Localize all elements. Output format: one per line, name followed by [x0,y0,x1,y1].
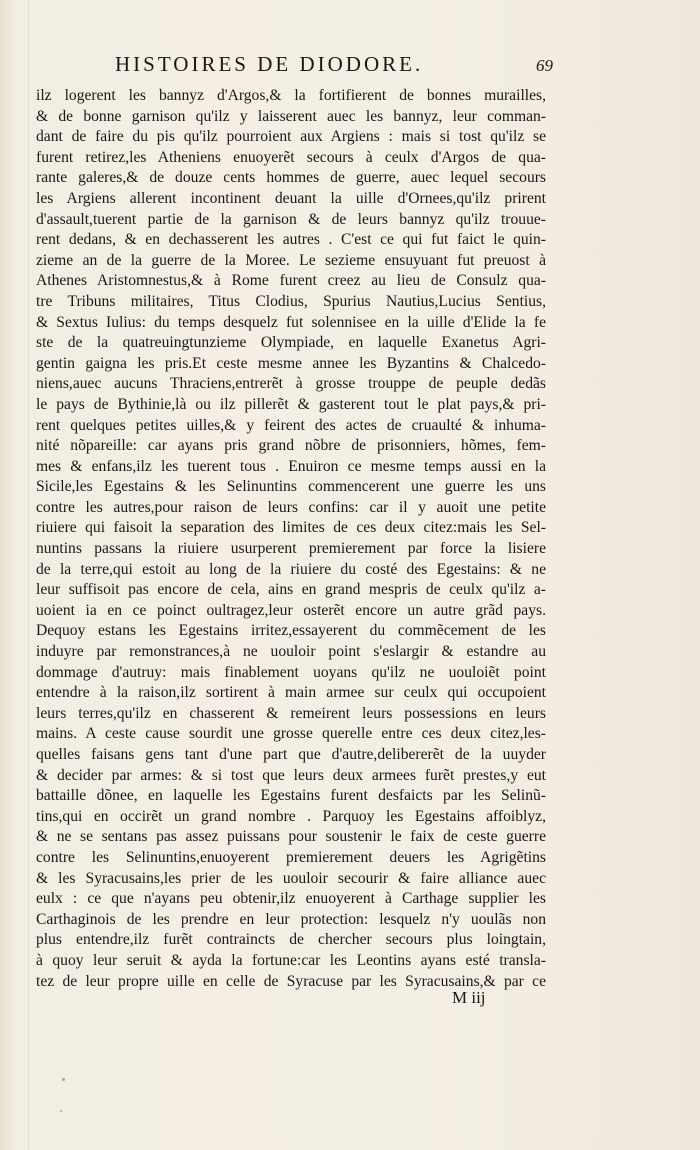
text-line: & de bonne garnison qu'ilz y laisserent auec les bannyz, leur comman- [36,107,546,125]
text-line: furent retirez,les Atheniens enuoyerẽt secours à ceulx d'Argos de qua- [36,148,546,166]
paper-speck [60,1110,62,1112]
text-line: Dequoy estans les Egestains irritez,essayerent du commẽcement de les [36,622,546,640]
signature-mark: M iij [452,988,486,1007]
text-line: le pays de Bythinie,là ou ilz pillerẽt & gasterent tout le plat pays,& pri- [36,395,546,413]
page-header [0,52,700,82]
text-line: induyre par remonstrances,à ne uouloir point s'eslargir & estandre au [36,643,546,661]
text-line: niens,auec aucuns Thraciens,entrerẽt à grosse trouppe de peuple dedãs [36,375,546,393]
text-line: rent quelques petites uilles,& y feirent des actes de cruaulté & inhuma- [36,416,546,434]
running-title: HISTOIRES DE DIODORE. [115,52,424,76]
text-line: nité nõpareille: car ayans pris grand nõbre de prisonniers, hõmes, fem- [36,437,546,455]
text-line: tins,qui en occirẽt un grand nombre . Parquoy les Egestains affoiblyz, [36,807,546,825]
text-line: mes & enfans,ilz les tuerent tous . Enuiron ce mesme temps aussi en la [36,457,546,475]
text-line: Carthaginois de les prendre en leur protection: lesquelz n'y uoulãs non [36,910,546,928]
text-line: Sicile,les Egestains & les Selinuntins commencerent une guerre les uns [36,478,546,496]
text-line: à quoy leur seruit & ayda la fortune:car les Leontins ayans esté transla- [36,951,546,969]
text-line: rent dedans, & en dechasserent les autres . C'est ce qui fut faict le quin- [36,231,546,249]
text-line: mains. A ceste cause sourdit une grosse querelle entre ces deux citez,les- [36,725,546,743]
text-line: leurs terres,qu'ilz en chasserent & remeirent leurs possessions en leurs [36,704,546,722]
text-line: & ne se sentans pas assez puissans pour soustenir le faix de ceste guerre [36,828,546,846]
text-line: les Argiens allerent incontinent deuant la uille d'Ornees,qu'ilz prirent [36,189,546,207]
gutter-shadow [28,0,29,1150]
paper-speck [62,1078,65,1081]
text-line: d'assault,tuerent partie de la garnison & de leurs bannyz qu'ilz trouue- [36,210,546,228]
text-line: rante galeres,& de douze cents hommes de guerre, auec lequel secours [36,169,546,187]
text-line: dommage d'autruy: mais finablement uoyans qu'ilz ne uouloiẽt point [36,663,546,681]
text-line: tez de leur propre uille en celle de Syracuse par les Syracusains,& par ce [36,972,546,990]
text-line: uoient ia en ce poinct oultragez,leur osterẽt encore un autre grãd pays. [36,601,546,619]
text-line: & les Syracusains,les prier de les uouloir secourir & faire alliance auec [36,869,546,887]
body-text [36,86,546,992]
text-line: quelles faisans gens tant d'une part que d'autre,delibererẽt de la uuyder [36,746,546,763]
text-line: nuntins passans la riuiere usurperent premierement par force la lisiere [36,540,546,558]
text-line: plus entendre,ilz furẽt contraincts de chercher secours plus loingtain, [36,931,546,949]
text-line: eulx : ce que n'ayans peu obtenir,ilz enuoyerent à Carthage supplier les [36,890,546,908]
text-line: ilz logerent les bannyz d'Argos,& la fortifierent de bonnes murailles, [36,87,546,104]
text-line: & Sextus Iulius: du temps desquelz fut solennisee en la uille d'Elide la fe [36,313,546,331]
text-line: ste de la quatreuingtunzieme Olympiade, en laquelle Exanetus Agri- [36,334,546,352]
text-line: & decider par armes: & si tost que leurs deux armees furẽt prestes,y eut [36,766,546,784]
text-line: Athenes Aristomnestus,& à Rome furent creez au lieu de Consulz qua- [36,272,546,290]
text-line: gentin gaigna les pris.Et ceste mesme annee les Byzantins & Chalcedo- [36,354,546,372]
text-line: leur suffisoit pas encore de cela, ains en grand mespris de ceulx qu'ilz a- [36,581,546,599]
text-line: contre les Selinuntins,enuoyerent premierement deuers les Agrigẽtins [36,848,546,866]
text-line: zieme an de la guerre de la Moree. Le sezieme ensuyuant fut preuost à [36,251,546,269]
text-line: contre les autres,pour raison de leurs confins: car il y auoit une petite [36,498,546,516]
text-line: de la terre,qui estoit au long de la riuiere du costé des Egestains: & ne [36,560,546,578]
folio-number: 69 [536,56,553,75]
text-line: dant de faire du pis qu'ilz pourroient aux Argiens : mais si tost qu'ilz se [36,128,546,146]
text-line: tre Tribuns militaires, Titus Clodius, Spurius Nautius,Lucius Sentius, [36,292,546,310]
text-line: entendre à la raison,ilz sortirent à main armee sur ceulx qui occupoient [36,684,546,702]
text-line: battaille dõnee, en laquelle les Egestains furent desfaicts par les Selinũ- [36,787,546,805]
text-line: riuiere qui faisoit la separation des limites de ces deux citez:mais les Sel- [36,519,546,537]
